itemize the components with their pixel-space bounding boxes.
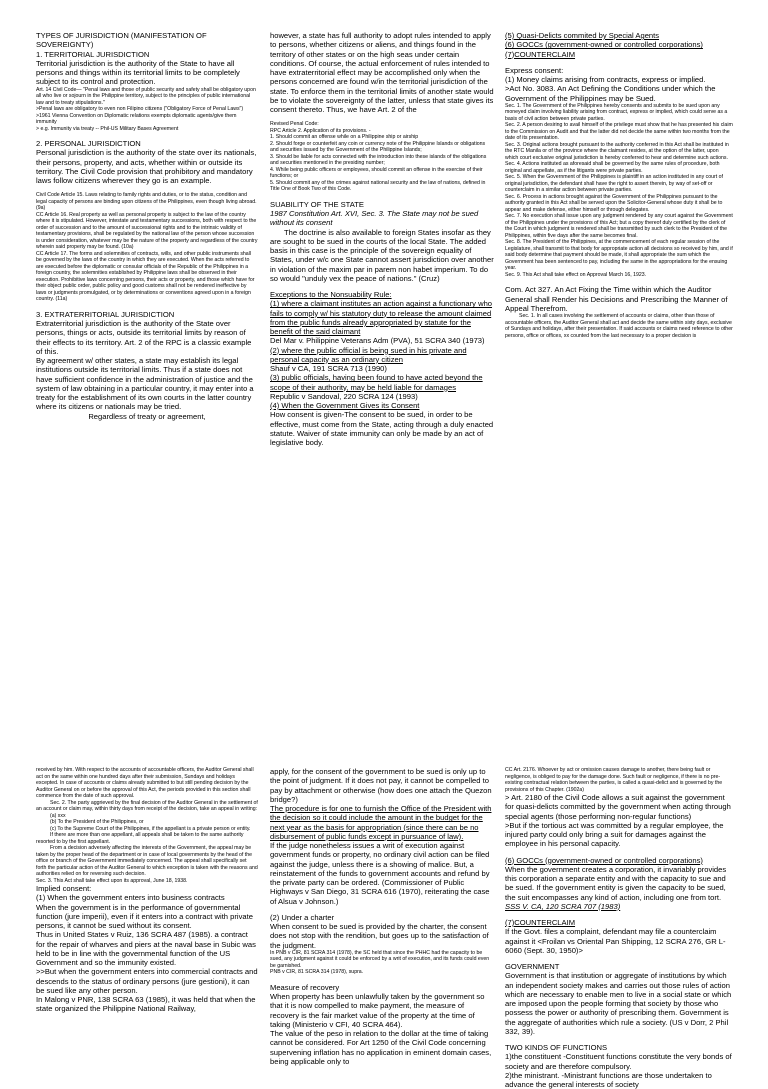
paragraph: Regardless of treaty or agreement, <box>88 411 206 421</box>
paragraph: > e.g. Immunity via treaty -- Phil-US Military Bases Agreement <box>36 125 179 132</box>
paragraph: By agreement w/ other states, a state may establish its legal institutions outside its territorial limits. Thus if a state does not have sufficient confidence in the administration of justice and the system of law obtaining in a particular country, it may enter into a treaty for the establishment of its own courts in the latter country where its citizens or nationals may be tried. <box>36 356 254 412</box>
top-column-1 <box>36 31 258 761</box>
paragraph: Sec. 2. A person desiring to avail himself of the privilege must show that he has presented his claim to the Commission on Audit and that the latter did not decide the same within two months from the date of its presentation. <box>505 122 733 142</box>
paragraph: Express consent: <box>505 65 564 75</box>
paragraph: Civil Code Article 15. Laws relating to family rights and duties, or to the status, condition and legal capacity of persons are binding upon citizens of the Philippines, even though living abroad. (9a) <box>36 192 257 212</box>
citation: Shauf v CA, 191 SCRA 713 (1990) <box>270 364 387 373</box>
citation: PNB v CIR, 81 SCRA 314 (1978), supra. <box>270 969 364 976</box>
heading: (2) Under a charter <box>270 912 335 922</box>
paragraph: If the judge nonetheless issues a writ of execution against government funds or property, no ordinary civil action can be filed against the judge, unless there is a showing of malice. But, a reinstatement of the funds to government accounts and refund by the private party can be ordered. (Commissioner of Public Highways v San Diego, 31 SCRA 616 (1970), reiterating the case of Alsua v Johnson.) <box>270 841 490 906</box>
paragraph: >Penal laws are obligatory to even non Filipino citizens ("Obligatory Force of Penal Laws") <box>36 106 244 112</box>
heading: 1. TERRITORIAL JURISDICTION <box>36 49 150 59</box>
paragraph: 1. Should commit an offense while on a Philippine ship or airship <box>270 134 419 141</box>
paragraph: received by him. With respect to the accounts of accountable officers, the Auditor General shall act on the same within one hundred days after their submission, Sundays and holidays excepted. In case of accounts or claims already submitted to but still pending decision by the Auditor General on or before the approval of this Act, the periods provided in this section shall commence from the date of such approval. <box>36 767 254 799</box>
citation: Del Mar v. Philippine Veterans Adm (PVA), 51 SCRA 340 (1973) <box>270 336 485 346</box>
paragraph: The value of the peso in relation to the dollar at the time of taking cannot be considered. For Art 1250 of the Civil Code concerning supervening inflation has no application in eminent domain cases, being applicable only to <box>270 1029 492 1066</box>
heading: 2. PERSONAL JURISDICTION <box>36 139 141 148</box>
paragraph: 4. While being public officers or employees, should commit an offense in the exercise of their functions; or <box>270 166 483 180</box>
heading: (6) GOCCs (government-owned or controlled corporations) <box>505 40 703 50</box>
paragraph: In PNB v CIR, 81 SCRA 314 (1978), the SC held that since the PHHC had the capacity to be sued, any judgment against it could be enforced by a writ of execution, and its funds could even be garnished. <box>270 949 490 969</box>
paragraph: The procedure is for one to furnish the Office of the President with the decision so it could include the amount in the budget for the next year as the basis for appropriation (since there can be no disbursement of public funds except in pursuance of law). <box>270 804 492 841</box>
list-item: (c) To the Supreme Court of the Philippines, if the appellant is a private person or entity. <box>50 825 251 832</box>
paragraph: 1987 Constitution Art. XVI, Sec. 3. The State may not be sued without its consent <box>270 209 479 228</box>
heading: Exceptions to the Nonsuability Rule: <box>270 290 392 299</box>
paragraph: From a decision adversely affecting the interests of the Government, the appeal may be taken by the proper head of the department or in case of local governments by the head of the office or branch of the Government immediately concerned. The appeal shall specifically set forth the particular action of the Auditor General to which exception is taken with the reasons and authorities relied on for reversing such decision. <box>36 845 258 877</box>
bottom-column-3 <box>505 767 733 1089</box>
list-item: (b) To the President of the Philippines, or <box>50 819 144 825</box>
paragraph: Thus in United States v Ruiz, 136 SCRA 487 (1985). a contract for the repair of wharves and piers at the naval base in Subic was held to be in line with the governmental function of the US Government and so the immunity existed. <box>36 930 256 967</box>
paragraph: The doctrine is also available to foreign States insofar as they are sought to be sued in the courts of the local State. The added basis in this case is the principle of the sovereign equality of States, under w/c one State cannot assert jurisdiction over another in violation of the maxim par in parem non habet imperium. To do so would "unduly vex the peace of nations." (Cruz) <box>270 227 494 283</box>
paragraph: Sec. 3. Original actions brought pursuant to the authority conferred in this Act shall be instituted in the RTC Manila or of the province where the claimant resides, at the option of the latter, upon which court exclusive original jurisdiction is hereby conferred to hear and determine such actions. <box>505 141 729 161</box>
citation: SSS V. CA, 120 SCRA 707 (1983) <box>505 901 621 911</box>
paragraph: If the Govt. files a complaint, defendant may file a counterclaim against it <Froilan vs Oriental Pan Shipping, 12 SCRA 276, GR L-6060 (Sept. 30, 1950)> <box>505 927 726 955</box>
heading: SUABILITY OF THE STATE <box>270 199 364 209</box>
paragraph: Sec. 1. In all cases involving the settlement of accounts or claims, other than those of accountable officers, the Auditor General shall act and decide the same within sixty days, exclusive of Sundays and holidays, after their presentation. If said accounts or claims need reference to other persons, office or offices, xx counted from the last necessary to a proper decision is <box>505 313 733 339</box>
paragraph: Personal jurisdiction is the authority of the state over its nationals, their persons, property, and acts, whether within or outside its territory. The Civil Code provision that prohibitory and mandatory laws follow citizens wherever they go is an example. <box>36 148 257 185</box>
heading: (6) GOCCs (government-owned or controlled corporations) <box>505 855 703 865</box>
paragraph: 5. Should commit any of the crimes against national security and the law of nations, defined in Title One of Book Two of this Code. <box>270 179 486 193</box>
paragraph: > Art. 2180 of the Civil Code allows a suit against the government for quasi-delicts committed by the government when acting through special agents (those performing non-regular functions) <box>505 793 731 821</box>
top-column-2 <box>270 31 494 761</box>
paragraph: (1) Money claims arising from contracts, express or implied. <box>505 75 706 84</box>
paragraph: Sec. 4. Actions instituted as aforesaid shall be governed by the same rules of procedure, both original and appellate, as if the litigants were private parties. <box>505 161 720 174</box>
paragraph: RPC Article 2. Application of its provisions. - <box>270 127 371 134</box>
paragraph: How consent is given-The consent to be sued, in order to be effective, must come from the State, acting through a duly enacted statute. Waiver of state immunity can only be made by an act of legislative body. <box>270 410 494 447</box>
paragraph: Com. Act 327. An Act Fixing the Time within which the Auditor General shall Render his Decisions and Prescribing the Manner of Appeal Therefrom. <box>505 285 728 313</box>
paragraph: When the government is in the performance of governmental function (jure imperii), even if it enters into a contract with private persons, it cannot be sued without its consent. <box>36 902 253 930</box>
heading: GOVERNMENT <box>505 962 560 971</box>
paragraph: Sec. 1. The Government of the Philippines hereby consents and submits to be sued upon any moneyed claim involving liability arising from contract, express or implied, which could serve as a basis of civil action between private parties. <box>505 102 728 122</box>
paragraph: (3) public officials, having been found to have acted beyond the scope of their authority, may be held liable for damages <box>270 373 483 392</box>
paragraph: Sec. 3. This Act shall take effect upon its approval, June 18, 1938. <box>36 877 188 884</box>
paragraph: apply, for the consent of the government to be sued is only up to the point of judgment. If it does not pay, it cannot be compelled to pay by attachment or otherwise (how does one attach the Quezon bridge?) <box>270 767 492 804</box>
heading: Implied consent: <box>36 884 92 893</box>
paragraph: 2. Should forge or counterfeit any coin or currency note of the Philippine Islands or obligations and securities issued by the Government of the Philippine Islands; <box>270 140 486 154</box>
paragraph: (1) where a claimant institutes an action against a functionary who fails to comply w/ his statutory duty to release the amount claimed from the public funds already appropriated by statute for the benefit of the said claimant <box>270 299 493 336</box>
paragraph: 1)the constituent -Constituent functions constitute the very bonds of society and are therefore compulsory. <box>505 1052 732 1071</box>
paragraph: Sec. 8. The President of the Philippines, at the commencement of each regular session of the Legislature, shall transmit to that body for appropriate action all decisions so received by him, and if said body determine that payment should be made, it shall appropriate the sum which the Government has been sentenced to pay, including the same in the appropriations for the ensuing year. <box>505 239 733 272</box>
paragraph: >1961 Vienna Convention on Diplomatic relations exempts diplomatic agents/give them immunity <box>36 112 237 125</box>
heading: 3. EXTRATERRITORIAL JURISDICTION <box>36 309 175 319</box>
paragraph: Territorial jurisdiction is the authority of the State to have all persons and things within its territorial limits to be completely subject to its control and protection. <box>36 58 240 87</box>
paragraph: Sec. 7. No execution shall issue upon any judgment rendered by any court against the Government of the Philippines under the provisions of this Act; but a copy thereof duly certified by the clerk of the Court in which judgment is rendered shall be transmitted by such clerk to the President of the Philippines, within five days after the same becomes final. <box>505 213 733 239</box>
citation: Republic v Sandoval, 220 SCRA 124 (1993) <box>270 391 418 401</box>
paragraph: >>But when the government enters into commercial contracts and descends to the status of ordinary persons (jure gestioni), it can be sued like any other person. <box>36 967 258 995</box>
paragraph: Extraterritorial jurisdiction is the authority of the State over persons, things or acts, outside its territorial limits by reason of their effects to its territory. Art. 2 of the RPC is a classic example of this. <box>36 319 252 356</box>
paragraph: CC Art. 2176. Whoever by act or omission causes damage to another, there being fault or negligence, is obliged to pay for the damage done. Such fault or negligence, if there is no pre-existing contractual relation between the parties, is called a quasi-delict and is governed by the provisions of this Chapter. (1902a) <box>505 767 723 793</box>
paragraph: however, a state has full authority to adopt rules intended to apply to persons, whether citizens or aliens, and things found in the territory of other states or on the high seas under certain conditions. Of course, the actual enforcement of rules intended to have extraterritorial effect may be accomplished only when the persons concerned are found w/in the territorial jurisdiction of the state. To enforce them in the territorial limits of another state would be to violate the sovereignty of the latter, unless that state gives its consent thereto. Thus, we have Art. 2 of the <box>270 31 494 114</box>
paragraph: When consent to be sued is provided by the charter, the consent does not stop with the rendition, but goes up to the satisfaction of the judgment. <box>270 922 489 950</box>
paragraph: CC Article 17. The forms and solemnities of contracts, wills, and other public instruments shall be governed by the laws of the country in which they are executed. When the acts referred to are executed before the diplomatic or consular officials of the Republic of the Philippines in a foreign country, the solemnities established by Philippine laws shall be observed in their execution. Prohibitive laws concerning persons, their acts or property, and those which have for their object public order, public policy and good customs shall not be rendered ineffective by laws or judgments promulgated, or by determinations or conventions agreed upon in a foreign country. (11a) <box>36 250 255 303</box>
paragraph: 2)the ministrant. -Ministrant functions are those undertaken to advance the general interests of society <box>505 1070 712 1089</box>
paragraph: Revised Penal Code: <box>270 121 319 128</box>
bottom-column-2 <box>270 767 494 1066</box>
paragraph: (1) When the government enters into business contracts <box>36 893 225 903</box>
paragraph: Sec. 9. This Act shall take effect on Approval March 16, 1923. <box>505 271 647 278</box>
paragraph: 3. Should be liable for acts connected with the introduction into these islands of the obligations and securities mentioned in the presiding number; <box>270 153 487 167</box>
paragraph: Sec. 5. When the Government of the Philippines is plaintiff in an action instituted in any court of original jurisdiction, the defendant shall have the right to assert therein, by way of set-off or counterclaim in a similar action between private parties. <box>505 174 723 194</box>
heading: TYPES OF JURISDICTION (MANIFESTATION OF SOVEREIGNTY) <box>36 31 207 50</box>
paragraph: Art. 14 Civil Code— "Penal laws and those of public security and safety shall be obligatory upon all who live or sojourn in the Philippine territory, subject to the principles of public international law and to treaty stipulations." <box>36 86 256 106</box>
paragraph: >Act No. 3083. An Act Defining the Conditions under which the Government of the Philippines may be Sued. <box>505 84 716 103</box>
paragraph: (2) where the public official is being sued in his private and personal capacity as an ordinary citizen <box>270 345 467 364</box>
paragraph: Government is that institution or aggregate of institutions by which an independent society makes and carries out those rules of action which are necessary to enable men to live in a social state or which are imposed upon the people forming that society by those who possess the power or authority of prescribing them. Government is the aggregate of authorities which rule a society. (US v Dorr, 2 Phil 332, 39). <box>505 971 732 1036</box>
bottom-column-1 <box>36 767 258 1024</box>
heading: Measure of recovery <box>270 982 340 992</box>
heading: (5) Quasi-Delicts commited by Special Agents <box>505 31 660 40</box>
heading: TWO KINDS OF FUNCTIONS <box>505 1043 608 1052</box>
paragraph: >But if the tortious act was committed by a regular employee, the injured party could only bring a suit for damages against the employee in his personal capacity. <box>505 820 724 849</box>
heading: (7)COUNTERCLAIM <box>505 918 576 927</box>
top-column-3 <box>505 31 733 761</box>
heading: (7)COUNTERCLAIM <box>505 49 576 59</box>
paragraph: (4) When the Government Gives its Consent <box>270 401 420 410</box>
paragraph: Sec. 6. Process in actions brought against the Government of the Philippines pursuant to the authority granted in this Act shall be served upon the Solicitor-General whose duty it shall be to appear and make defense, either himself or through delegates. <box>505 193 723 213</box>
paragraph: When the government creates a corporation, it invariably provides this corporation a separate entity and with the capacity to sue and be sued. If the government entity is given the capacity to be sued, the suit encompasses any kind of action, including one from tort. <box>505 864 727 902</box>
paragraph: When property has been unlawfully taken by the government so that it is now compelled to make payment, the measure of recovery is the fair market value of the property at the time of taking (Ministerio v CFI, 40 SCRA 464). <box>270 992 485 1029</box>
paragraph: CC Article 16. Real property as well as personal property is subject to the law of the country where it is stipulated. However, intestate and testamentary successions, both with respect to the order of succession and to the amount of successional rights and to the intrinsic validity of testamentary provisions, shall be regulated by the national law of the person whose succession is under consideration, whatever may be the nature of the property and regardless of the country wherein said property may be found. (10a) <box>36 211 258 251</box>
paragraph: In Malong v PNR, 138 SCRA 63 (1985), it was held that when the state organized the Philippine National Railway, <box>36 995 256 1014</box>
list-item: (a) xxx <box>50 812 66 819</box>
paragraph: Sec. 2. The party aggrieved by the final decision of the Auditor General in the settlement of an account or claim may, within thirty days from receipt of the decision, take an appeal in writing: <box>36 799 258 812</box>
paragraph: If there are more than one appellant, all appeals shall be taken to the same authority resorted to by the first appellant. <box>36 832 244 845</box>
